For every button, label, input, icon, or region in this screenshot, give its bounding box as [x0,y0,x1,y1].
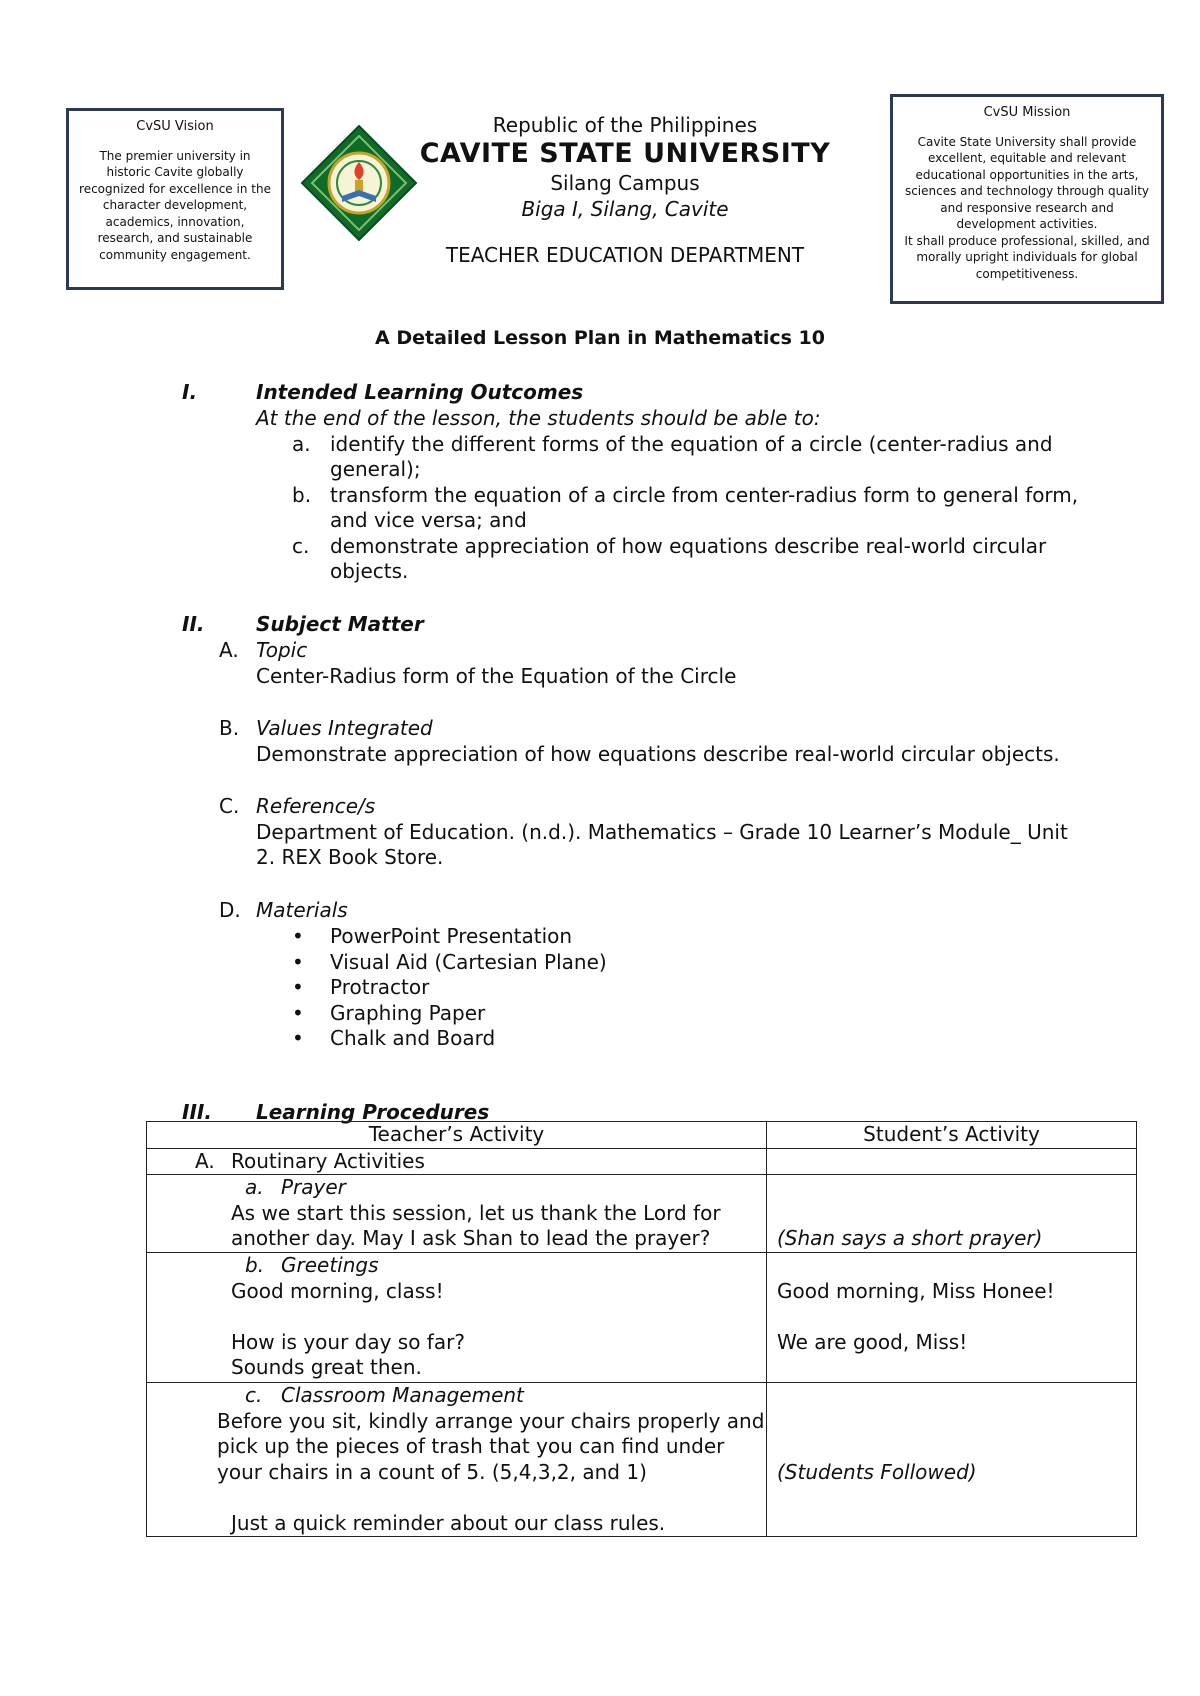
objective-letter: b. [292,483,312,507]
bullet-icon: • [292,975,304,999]
greetings-teacher-text: Good morning, class! [231,1279,444,1303]
greetings-student-text: We are good, Miss! [777,1330,968,1354]
material-item: Protractor [330,975,430,999]
prayer-letter: a. [245,1175,264,1199]
student-cell [767,1149,1137,1175]
department-name: TEACHER EDUCATION DEPARTMENT [445,243,805,267]
classroom-label: Classroom Management [281,1383,524,1407]
student-activity-label: Student’s Activity [863,1122,1040,1146]
section-2-heading: Subject Matter [256,612,424,636]
materials-label: Materials [256,898,348,922]
material-item: PowerPoint Presentation [330,924,573,948]
section-3-numeral: III. [182,1100,212,1124]
document-header [360,112,890,268]
student-activity-header [767,1122,1137,1149]
teacher-activity-label: Teacher’s Activity [368,1122,545,1146]
bullet-icon: • [292,950,304,974]
values-text: Demonstrate appreciation of how equations describe real-world circular objects. [256,742,1060,766]
table-header-row [147,1122,1137,1149]
table-row [147,1175,1137,1253]
mission-title: CvSU Mission [983,105,1071,120]
bullet-icon: • [292,1001,304,1025]
routinary-label: Routinary Activities [231,1149,425,1173]
routinary-letter: A. [195,1149,215,1173]
greetings-teacher-text: Sounds great then. [231,1355,422,1379]
bullet-icon: • [292,924,304,948]
vision-box [66,108,284,290]
student-cell [767,1175,1137,1253]
teacher-cell [147,1175,767,1253]
university-name: CAVITE STATE UNIVERSITY [419,138,831,169]
greetings-teacher-text: How is your day so far? [231,1330,465,1354]
greetings-letter: b. [245,1253,265,1277]
objective-text: identify the different forms of the equation of a circle (center-radius and [330,432,1053,456]
section-3-heading: Learning Procedures [256,1100,490,1124]
material-item: Chalk and Board [330,1026,496,1050]
vision-text: The premier university in historic Cavite globally recognized for excellence in the character development, academics, innovation, research, and sustainable community engagement. [79,148,271,262]
objective-text: and vice versa; and [330,508,527,532]
mission-box [890,94,1164,304]
teacher-cell [147,1383,767,1537]
classroom-teacher-text: pick up the pieces of trash that you can find under [217,1434,725,1458]
lesson-plan-title: A Detailed Lesson Plan in Mathematics 10 [375,327,825,349]
campus-name: Silang Campus [550,171,700,195]
teacher-activity-header [147,1122,767,1149]
material-item: Graphing Paper [330,1001,486,1025]
mission-text: Cavite State University shall provide excellent, equitable and relevant educational opportunities in the arts, sciences and technology through quality and responsive research and development activities. [904,134,1150,231]
section-1-heading: Intended Learning Outcomes [256,380,584,404]
objectives-intro: At the end of the lesson, the students should be able to: [256,406,821,430]
vision-title: CvSU Vision [136,119,214,134]
prayer-student-text: (Shan says a short prayer) [777,1226,1043,1250]
section-1-numeral: I. [182,380,198,404]
learning-procedures-table [146,1121,1137,1537]
topic-label: Topic [256,638,308,662]
references-letter: C. [219,794,240,818]
prayer-teacher-text: As we start this session, let us thank the Lord for [231,1201,721,1225]
greetings-student-text: Good morning, Miss Honee! [777,1279,1055,1303]
values-letter: B. [219,716,240,740]
table-row [147,1149,1137,1175]
references-text: 2. REX Book Store. [256,845,444,869]
references-text: Department of Education. (n.d.). Mathematics – Grade 10 Learner’s Module_ Unit [256,820,1068,844]
objective-text: demonstrate appreciation of how equations describe real-world circular [330,534,1047,558]
student-cell [767,1253,1137,1383]
values-label: Values Integrated [256,716,433,740]
republic-text: Republic of the Philippines [492,113,758,137]
mission-text-2: It shall produce professional, skilled, and morally upright individuals for global competitiveness. [904,233,1150,281]
objective-text: general); [330,457,421,481]
objective-text: transform the equation of a circle from center-radius form to general form, [330,483,1079,507]
prayer-label: Prayer [281,1175,346,1199]
references-label: Reference/s [256,794,376,818]
classroom-teacher-text: Before you sit, kindly arrange your chairs properly and [217,1409,765,1433]
materials-letter: D. [219,898,241,922]
student-cell [767,1383,1137,1537]
prayer-teacher-text: another day. May I ask Shan to lead the prayer? [231,1226,711,1250]
campus-address: Biga I, Silang, Cavite [521,197,729,221]
table-row [147,1253,1137,1383]
material-item: Visual Aid (Cartesian Plane) [330,950,607,974]
objective-letter: a. [292,432,311,456]
table-row [147,1383,1137,1537]
classroom-letter: c. [245,1383,263,1407]
classroom-teacher-text: your chairs in a count of 5. (5,4,3,2, and 1) [217,1460,647,1484]
topic-letter: A. [219,638,239,662]
section-2-numeral: II. [182,612,205,636]
teacher-cell [147,1149,767,1175]
objective-letter: c. [292,534,310,558]
classroom-student-text: (Students Followed) [777,1460,977,1484]
classroom-teacher-text: Just a quick reminder about our class rules. [231,1511,666,1535]
greetings-label: Greetings [281,1253,379,1277]
objective-text: objects. [330,559,409,583]
topic-text: Center-Radius form of the Equation of the Circle [256,664,737,688]
teacher-cell [147,1253,767,1383]
bullet-icon: • [292,1026,304,1050]
